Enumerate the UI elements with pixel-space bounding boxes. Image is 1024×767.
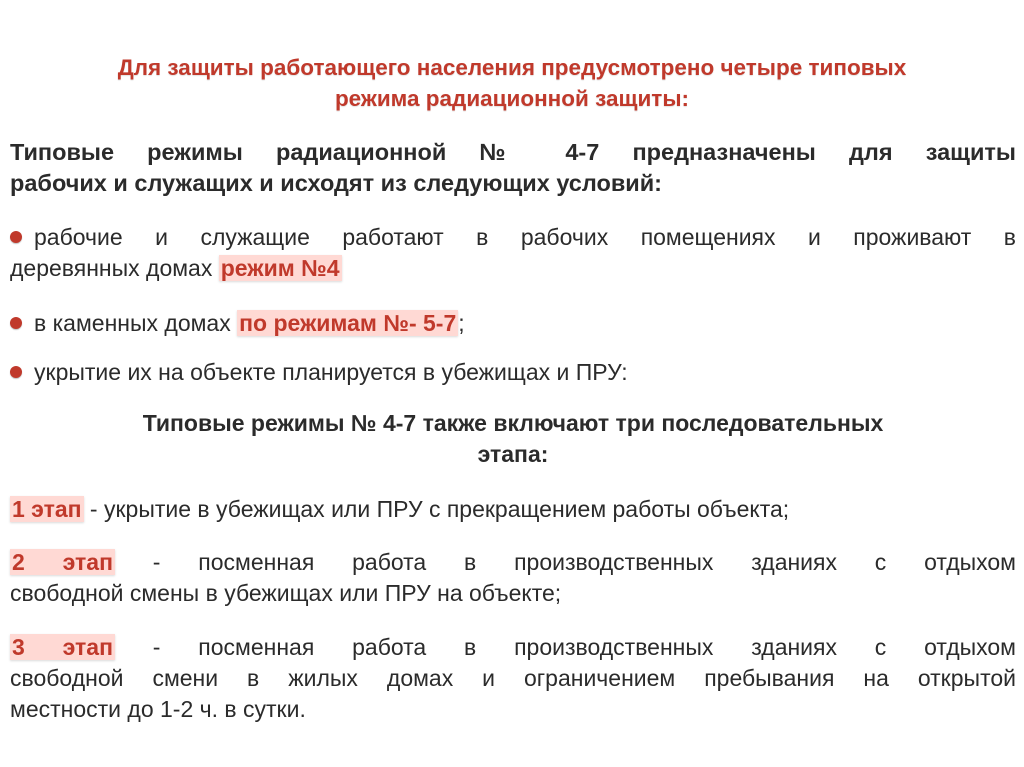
intro-paragraph xyxy=(10,137,1016,199)
stage-3 xyxy=(10,632,1016,725)
stages-heading-line-1: Типовые режимы № 4-7 также включают три последовательных xyxy=(142,410,884,436)
bullet-item-1 xyxy=(10,222,1016,284)
bullet-dot-icon xyxy=(10,231,22,243)
bullet-2-highlight: по режимам №- 5-7 xyxy=(239,310,457,336)
stages-heading-line-2: этапа: xyxy=(477,441,549,467)
bullet-item-3 xyxy=(10,357,1016,388)
bullet-item-2 xyxy=(10,308,1016,339)
bullet-1-line-1: рабочие и служащие работают в рабочих помещениях и проживают в xyxy=(34,224,1016,250)
stage-2-line-1: - посменная работа в производственных зданиях с отдыхом xyxy=(114,549,1016,575)
stage-1 xyxy=(10,494,1016,525)
stage-1-line-1: - укрытие в убежищах или ПРУ с прекращением работы объекта; xyxy=(83,496,790,522)
intro-line-2: рабочих и служащих и исходят из следующих условий: xyxy=(10,170,663,196)
stage-2-label: 2 этап xyxy=(12,549,113,575)
stage-2-line-2: свободной смены в убежищах или ПРУ на объекте; xyxy=(10,580,562,606)
slide-title xyxy=(20,52,1004,114)
bullet-3-text: укрытие их на объекте планируется в убежищах и ПРУ: xyxy=(34,359,628,385)
intro-line-1: Типовые режимы радиационной № 4-7 предназначены для защиты xyxy=(10,139,1016,165)
stage-1-label: 1 этап xyxy=(12,496,82,522)
stage-3-line-1: - посменная работа в производственных зданиях с отдыхом xyxy=(114,634,1016,660)
stage-2 xyxy=(10,547,1016,609)
bullet-dot-icon xyxy=(10,317,22,329)
stage-3-label: 3 этап xyxy=(12,634,113,660)
stage-3-line-2: свободной смени в жилых домах и ограничением пребывания на открытой xyxy=(10,665,1016,691)
bullet-1-highlight: режим №4 xyxy=(220,255,340,281)
title-line-2: режима радиационной защиты: xyxy=(334,86,690,111)
bullet-1-line-2: деревянных домах xyxy=(10,255,219,281)
bullet-dot-icon xyxy=(10,366,22,378)
bullet-2-after: ; xyxy=(458,310,465,336)
title-line-1: Для защиты работающего населения предусмотрено четыре типовых xyxy=(117,55,907,80)
stage-3-line-3: местности до 1-2 ч. в сутки. xyxy=(10,696,306,722)
bullet-2-text: в каменных домах xyxy=(34,310,238,336)
stages-heading xyxy=(10,408,1016,470)
